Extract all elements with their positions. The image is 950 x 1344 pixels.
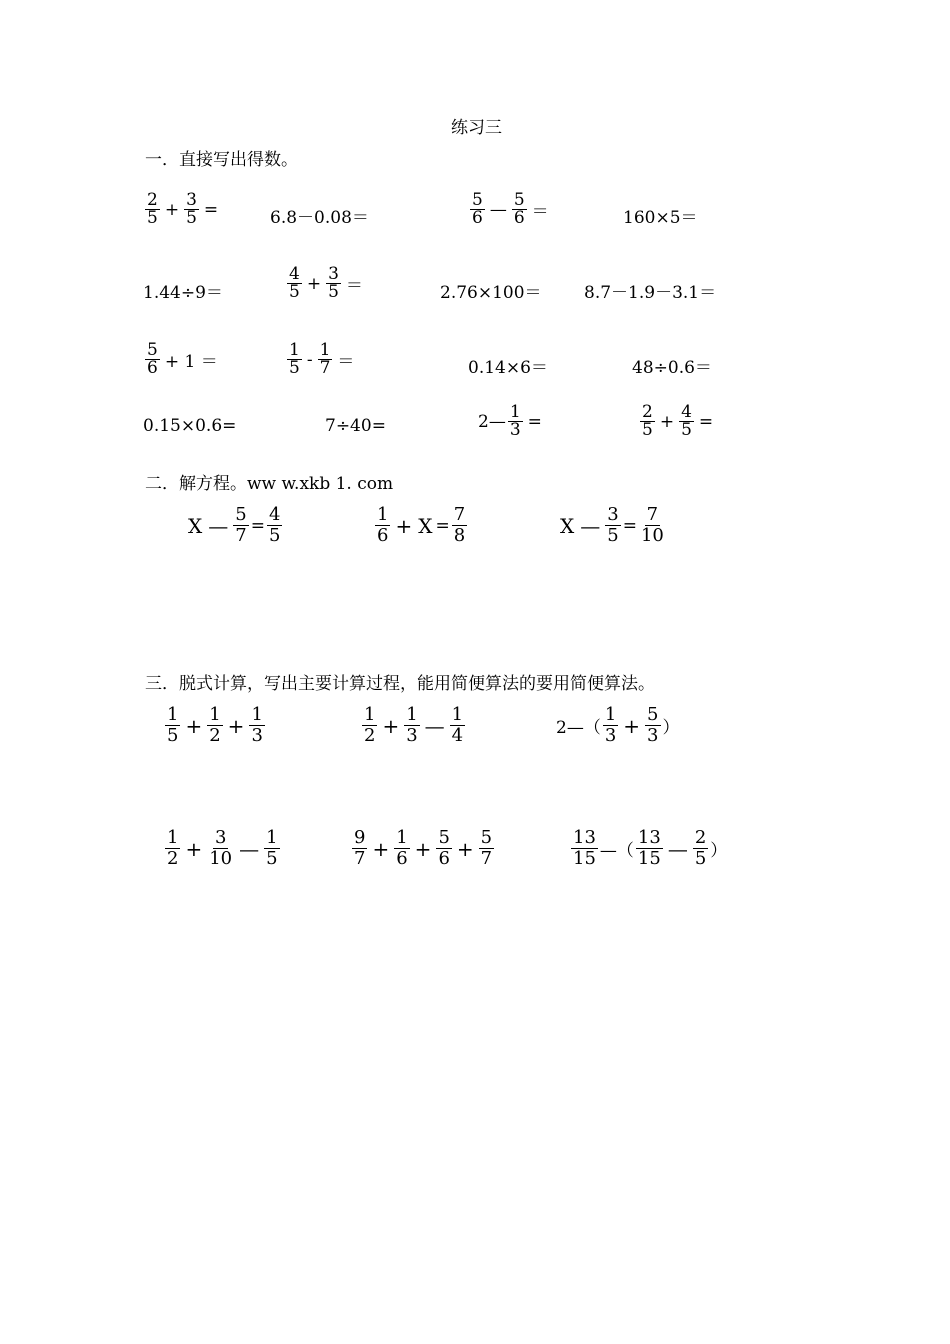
problem-2-2: $\frac{4}{5}$ + $\frac{3}{5}$ ＝ <box>289 264 363 302</box>
calc-6: $\frac{13}{15}$ —（ $\frac{13}{15}$ — $\frac{2}{5}$ ） <box>573 827 728 869</box>
section2-heading: 二．解方程。ww w.xkb 1. com <box>145 474 394 494</box>
problem-4-4: $\frac{2}{5}$ + $\frac{4}{5}$ = <box>642 402 714 440</box>
section1-heading: 一．直接写出得数。 <box>145 150 298 170</box>
problem-4-2: 7÷40= <box>325 416 386 436</box>
problem-1-3: $\frac{5}{6}$ — $\frac{5}{6}$ ＝ <box>472 190 549 228</box>
equation-1: X — $\frac{5}{7}$ = $\frac{4}{5}$ <box>188 504 281 546</box>
problem-3-3: 0.14×6＝ <box>468 358 548 378</box>
problem-1-4: 160×5＝ <box>623 208 698 228</box>
calc-2: $\frac{1}{2}$ + $\frac{1}{3}$ — $\frac{1}{4}$ <box>364 704 464 746</box>
calc-3: 2—（ $\frac{1}{3}$ + $\frac{5}{3}$ ） <box>556 704 680 746</box>
page-title: 练习三 <box>451 118 502 138</box>
section3-heading: 三．脱式计算，写出主要计算过程，能用简便算法的要用简便算法。 <box>145 674 655 694</box>
problem-4-3: 2— $\frac{1}{3}$ = <box>478 402 542 440</box>
problem-3-4: 48÷0.6＝ <box>632 358 712 378</box>
equation-3: X — $\frac{3}{5}$ = $\frac{7}{10}$ <box>560 504 664 546</box>
problem-3-1: $\frac{5}{6}$ + 1 ＝ <box>147 340 218 378</box>
problem-2-3: 2.76×100＝ <box>440 283 542 303</box>
calc-5: $\frac{9}{7}$ + $\frac{1}{6}$ + $\frac{5}{6}$ + $\frac{5}{7}$ <box>354 827 493 869</box>
equation-2: $\frac{1}{6}$ + X = $\frac{7}{8}$ <box>377 504 466 546</box>
calc-1: $\frac{1}{5}$ + $\frac{1}{2}$ + $\frac{1}{3}$ <box>167 704 263 746</box>
problem-2-4: 8.7－1.9－3.1＝ <box>584 283 717 303</box>
calc-4: $\frac{1}{2}$ + $\frac{3}{10}$ — $\frac{1}{5}$ <box>167 827 278 869</box>
problem-4-1: 0.15×0.6= <box>143 416 237 436</box>
problem-1-2: 6.8－0.08＝ <box>270 208 369 228</box>
problem-3-2: $\frac{1}{5}$ - $\frac{1}{7}$ ＝ <box>289 340 355 378</box>
problem-1-1: $\frac{2}{5}$ + $\frac{3}{5}$ = <box>147 190 219 228</box>
problem-2-1: 1.44÷9＝ <box>143 283 223 303</box>
